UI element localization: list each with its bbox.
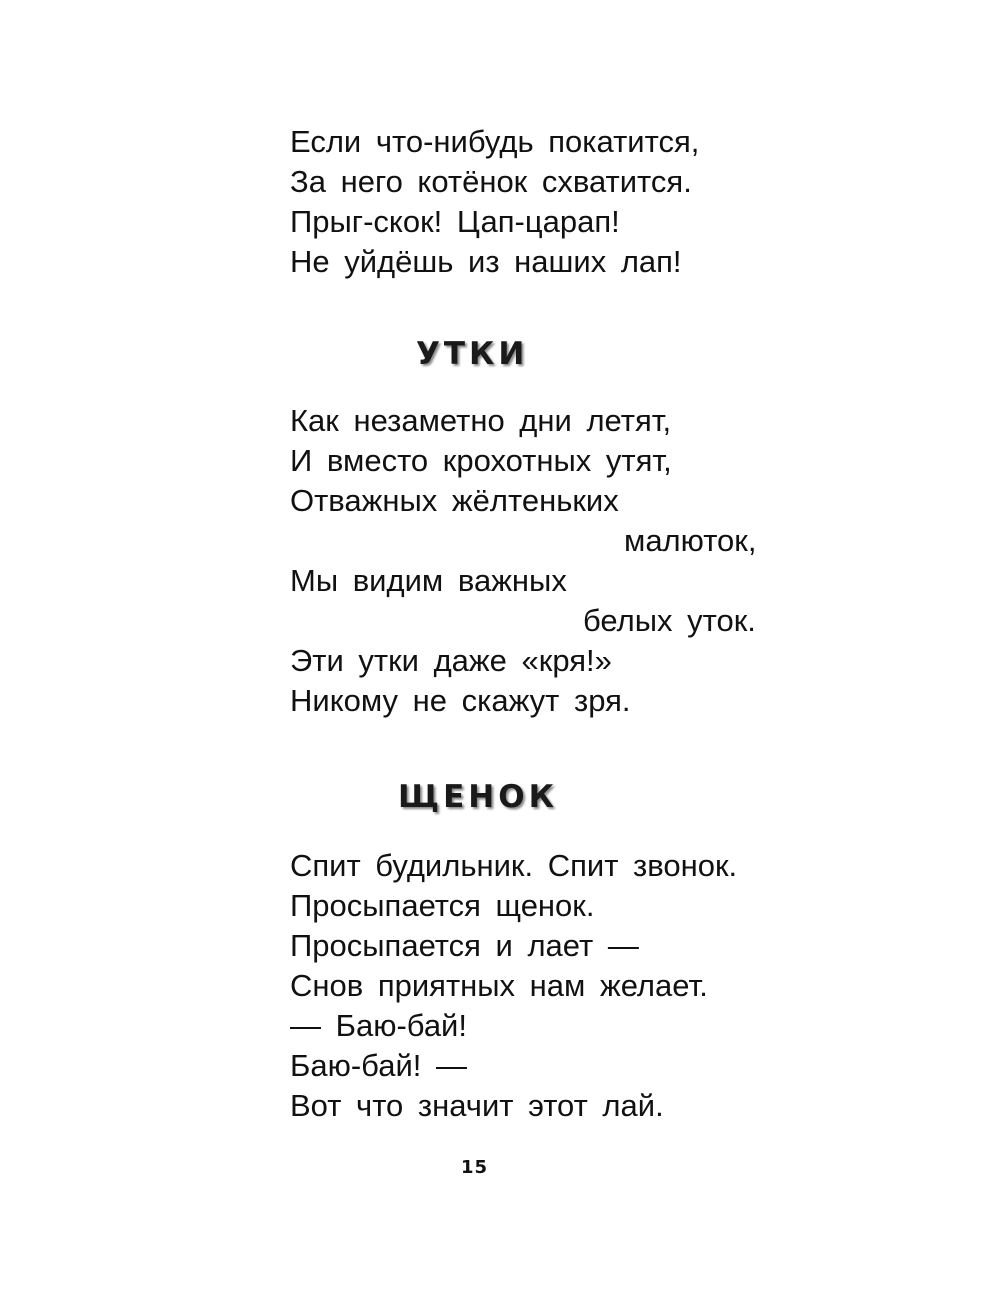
poem-line: И вместо крохотных утят, [290,443,672,478]
poem-title-puppy: ЩЕНОК [398,779,558,815]
poem-line: Спит будильник. Спит звонок. [290,848,738,883]
poem-line: Отважных жёлтеньких [290,483,619,518]
page-number: 15 [461,1157,489,1178]
poem-line: Как незаметно дни летят, [290,403,672,438]
poem-line: Никому не скажут зря. [290,683,631,718]
poem-line: Не уйдёшь из наших лап! [290,244,682,279]
poem-line: Если что-нибудь покатится, [290,124,700,159]
poem-line: белых уток. [583,603,756,638]
poem-line: малюток, [624,523,757,558]
poem-title-ducks: УТКИ [416,336,529,372]
poem-line: Прыг-скок! Цап-царап! [290,204,620,239]
poem-line: Просыпается и лает — [290,928,639,963]
poem-line: За него котёнок схватится. [290,164,692,199]
poem-line: Баю-бай! — [290,1048,467,1083]
poem-line: Вот что значит этот лай. [290,1088,664,1123]
poem-line: Мы видим важных [290,563,567,598]
poem-line: — Баю-бай! [290,1008,467,1043]
poem-line: Просыпается щенок. [290,888,595,923]
poem-line: Снов приятных нам желает. [290,968,708,1003]
poem-line: Эти утки даже «кря!» [290,643,612,678]
